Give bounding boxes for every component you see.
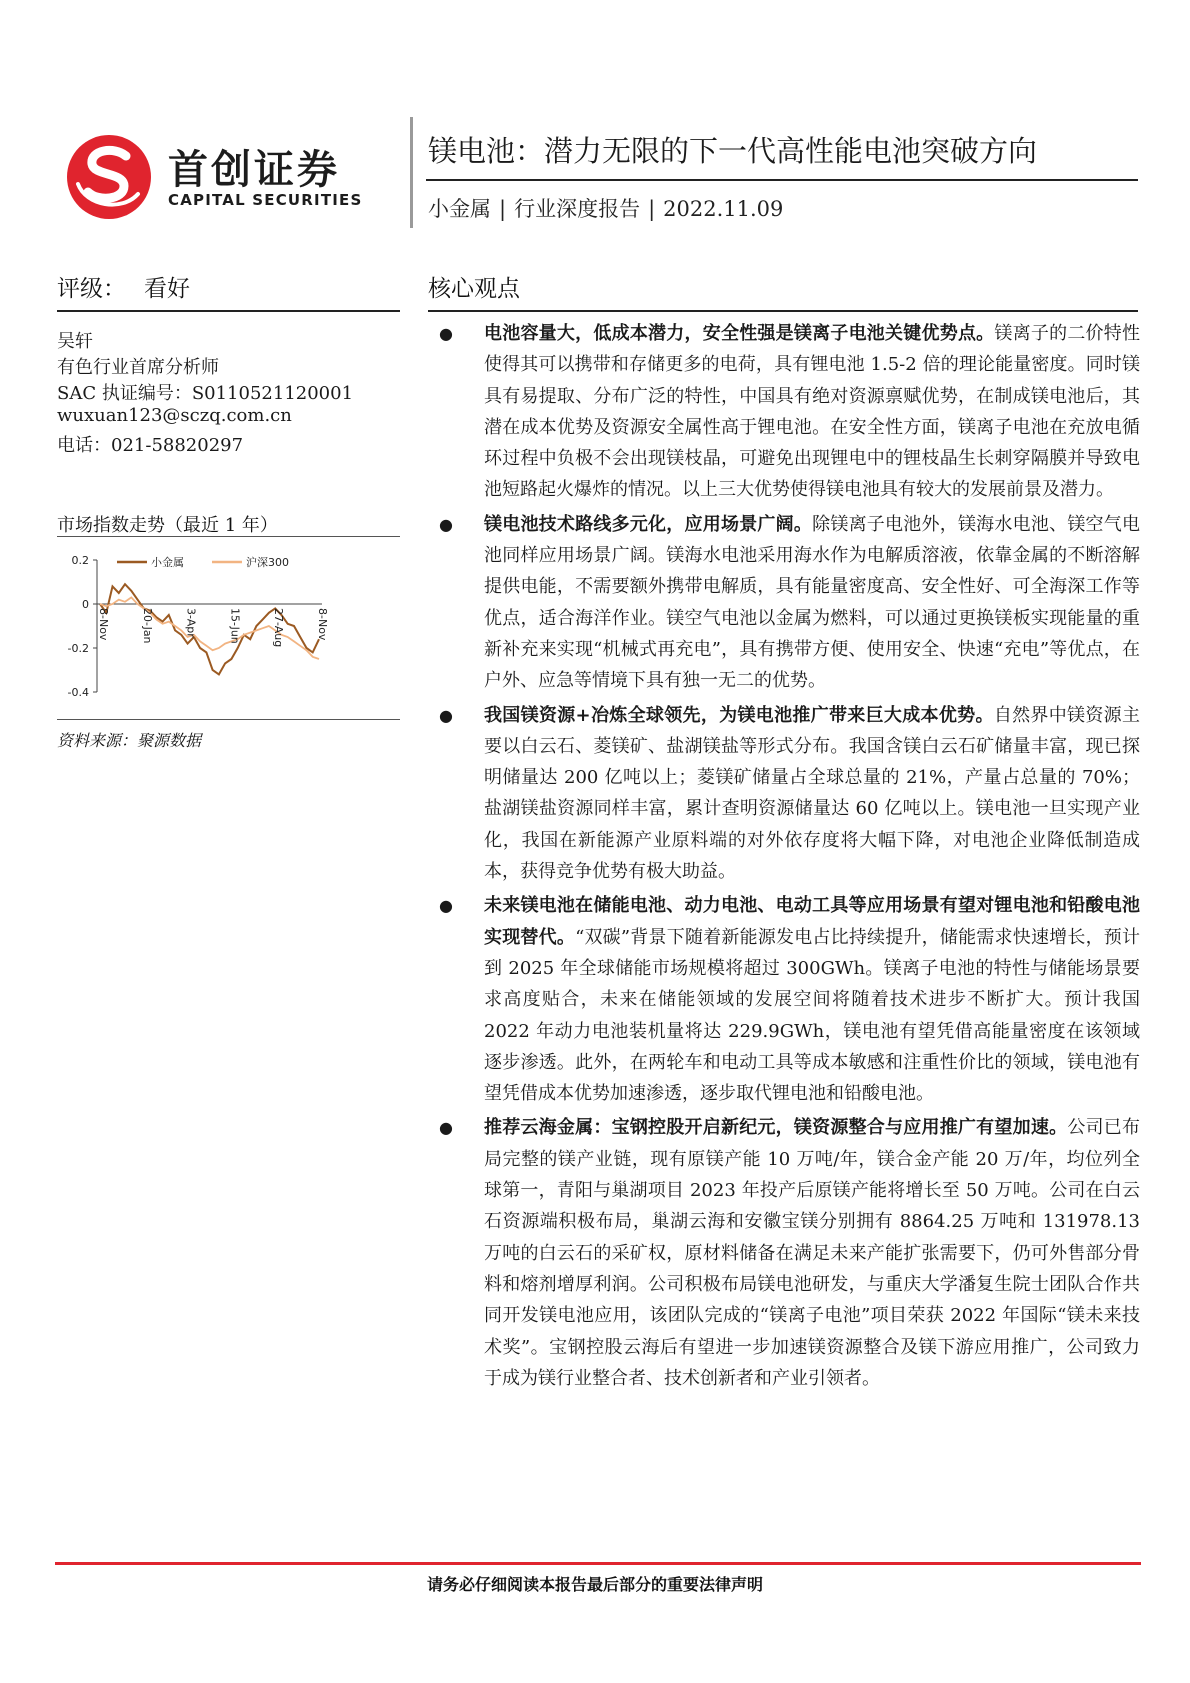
analyst-sac: SAC 执证编号：S0110521120001 [57, 383, 354, 404]
y-tick-label: 0.2 [71, 554, 89, 567]
core-point [428, 509, 1140, 697]
title-rule [426, 179, 1138, 181]
point-body: 镁离子的二价特性使得其可以携带和存储更多的电荷，具有锂电池 1.5-2 倍的理论能量密度。同时镁具有易提取、分布广泛的特性，中国具有绝对资源禀赋优势，在制成镁电池后，其潜在成本优势及资源安全属性高于锂电池。在安全性方面，镁离子电池在充放电循环过程中负极不会出现镁枝晶，可避免出现锂电中的锂枝晶生长刺穿隔膜并导致电池短路起火爆炸的情况。以上三大优势使得镁电池具有较大的发展前景及潜力。 [484, 323, 1141, 501]
y-tick-label: -0.2 [67, 642, 89, 655]
point-lead: 电池容量大，低成本潜力，安全性强是镁离子电池关键优势点。 [484, 323, 995, 344]
point-lead: 推荐云海金属：宝钢控股开启新纪元，镁资源整合与应用推广有望加速。 [484, 1117, 1068, 1139]
report-type: 行业深度报告 [514, 197, 641, 221]
x-tick-label: 27-Aug [272, 608, 286, 648]
meta-separator: | [499, 197, 507, 221]
capital-securities-logo-icon [64, 132, 154, 222]
index-trend-chart [57, 540, 400, 715]
core-views-title: 核心观点 [428, 276, 520, 302]
point-body: 除镁离子电池外，镁海水电池、镁空气电池同样应用场景广阔。镁海水电池采用海水作为电解质溶液，依靠金属的不断溶解提供电能，不需要额外携带电解质，具有能量密度高、安全性好、可全海深工作等优点，适合海洋作业。镁空气电池以金属为燃料，可以通过更换镁板实现能量的重新补充来实现“机械式再充电”，具有携带方便、使用安全、快速“充电”等优点，在户外、应急等情境下具有独一无二的优势。 [484, 513, 1141, 692]
bullet-icon: ● [439, 514, 453, 534]
legend-label: 小金属 [151, 556, 184, 569]
brand-name-en: CAPITAL SECURITIES [168, 191, 363, 209]
analyst-name: 吴轩 [57, 331, 93, 352]
brand-name-cn: 首创证券 [168, 147, 340, 193]
point-lead: 我国镁资源+冶炼全球领先，为镁电池推广带来巨大成本优势。 [484, 704, 994, 726]
point-body: 自然界中镁资源主要以白云石、菱镁矿、盐湖镁盐等形式分布。我国含镁白云石矿储量丰富，现已探明储量达 200 亿吨以上；菱镁矿储量占全球总量的 21%，产量占总量的 70%；盐湖镁盐资源同样丰富，累计查明资源储量达 60 亿吨以上。镁电池一旦实现产业化，我国在新能源产业原料端的对外依存度将大幅下降，对电池企业降低制造成本，获得竞争优势有极大助益。 [484, 704, 1140, 883]
legend-label: 沪深300 [246, 556, 289, 569]
core-point [428, 890, 1140, 1109]
core-points [428, 318, 1140, 1394]
rating-label: 评级： [57, 276, 126, 302]
legal-notice: 请务必仔细阅读本报告最后部分的重要法律声明 [426, 1575, 763, 1594]
x-tick-label: 8-Nov [316, 608, 329, 641]
core-views-rule [428, 310, 1138, 312]
point-lead: 未来镁电池在储能电池、动力电池、电动工具等应用场景有望对锂电池和铅酸电池实现替代。 [484, 895, 1140, 948]
bullet-icon: ● [439, 896, 453, 916]
chart-source: 资料来源：聚源数据 [57, 731, 202, 750]
x-tick-label: 8-Nov [97, 608, 110, 641]
point-body: “双碳”背景下随着新能源发电占比持续提升，储能需求快速增长，预计到 2025 年全球储能市场规模将超过 300GWh。镁离子电池的特性与储能场景要求高度贴合，未来在储能领域的发展空间将随着技术进步不断扩大。预计我国 2022 年动力电池装机量将达 229.9GWh，镁电池有望凭借高能量密度在该领域逐步渗透。此外，在两轮车和电动工具等成本敏感和注重性价比的领域，镁电池有望凭借成本优势加速渗透，逐步取代锂电池和铅酸电池。 [484, 926, 1141, 1105]
analyst-phone: 电话：021-58820297 [57, 435, 244, 456]
x-tick-label: 3-Apr [184, 608, 198, 638]
chart-rule-bottom [57, 719, 400, 720]
bullet-icon: ● [439, 1118, 453, 1138]
rating-value: 看好 [144, 276, 190, 302]
bullet-icon: ● [439, 705, 453, 725]
report-title: 镁电池：潜力无限的下一代高性能电池突破方向 [428, 134, 1038, 168]
x-tick-label: 20-Jan [140, 608, 154, 644]
bullet-icon: ● [439, 324, 453, 343]
header-divider [410, 117, 413, 228]
x-tick-label: 15-Jun [228, 608, 242, 644]
point-lead: 镁电池技术路线多元化，应用场景广阔。 [484, 513, 813, 535]
core-point [428, 1112, 1140, 1394]
chart-rule-top [57, 536, 400, 537]
core-point [428, 318, 1140, 506]
report-date: 2022.11.09 [663, 197, 784, 221]
analyst-email: wuxuan123@sczq.com.cn [57, 405, 292, 426]
report-sector: 小金属 [428, 197, 491, 221]
meta-separator: | [648, 197, 656, 221]
footer-rule [55, 1562, 1141, 1565]
y-tick-label: -0.4 [67, 686, 89, 699]
analyst-title: 有色行业首席分析师 [57, 357, 219, 378]
rating [57, 270, 190, 303]
report-meta [428, 193, 783, 223]
point-body: 公司已布局完整的镁产业链，现有原镁产能 10 万吨/年，镁合金产能 20 万/年，均位列全球第一，青阳与巢湖项目 2023 年投产后原镁产能将增长至 50 万吨。公司在白云石资源端积极布局，巢湖云海和安徽宝镁分别拥有 8864.25 万吨和 131978.13 万吨的白云石的采矿权，原材料储备在满足未来产能扩张需要下，仍可外售部分骨料和熔剂增厚利润。公司积极布局镁电池研发，与重庆大学潘复生院士团队合作共同开发镁电池应用，该团队完成的“镁离子电池”项目荣获 2022 年国际“镁未来技术奖”。宝钢控股云海后有望进一步加速镁资源整合及镁下游应用推广，公司致力于成为镁行业整合者、技术创新者和产业引领者。 [484, 1117, 1140, 1389]
chart-title: 市场指数走势（最近 1 年） [57, 515, 278, 536]
rating-rule [57, 310, 400, 312]
core-point [428, 700, 1140, 888]
y-tick-label: 0 [82, 598, 89, 611]
